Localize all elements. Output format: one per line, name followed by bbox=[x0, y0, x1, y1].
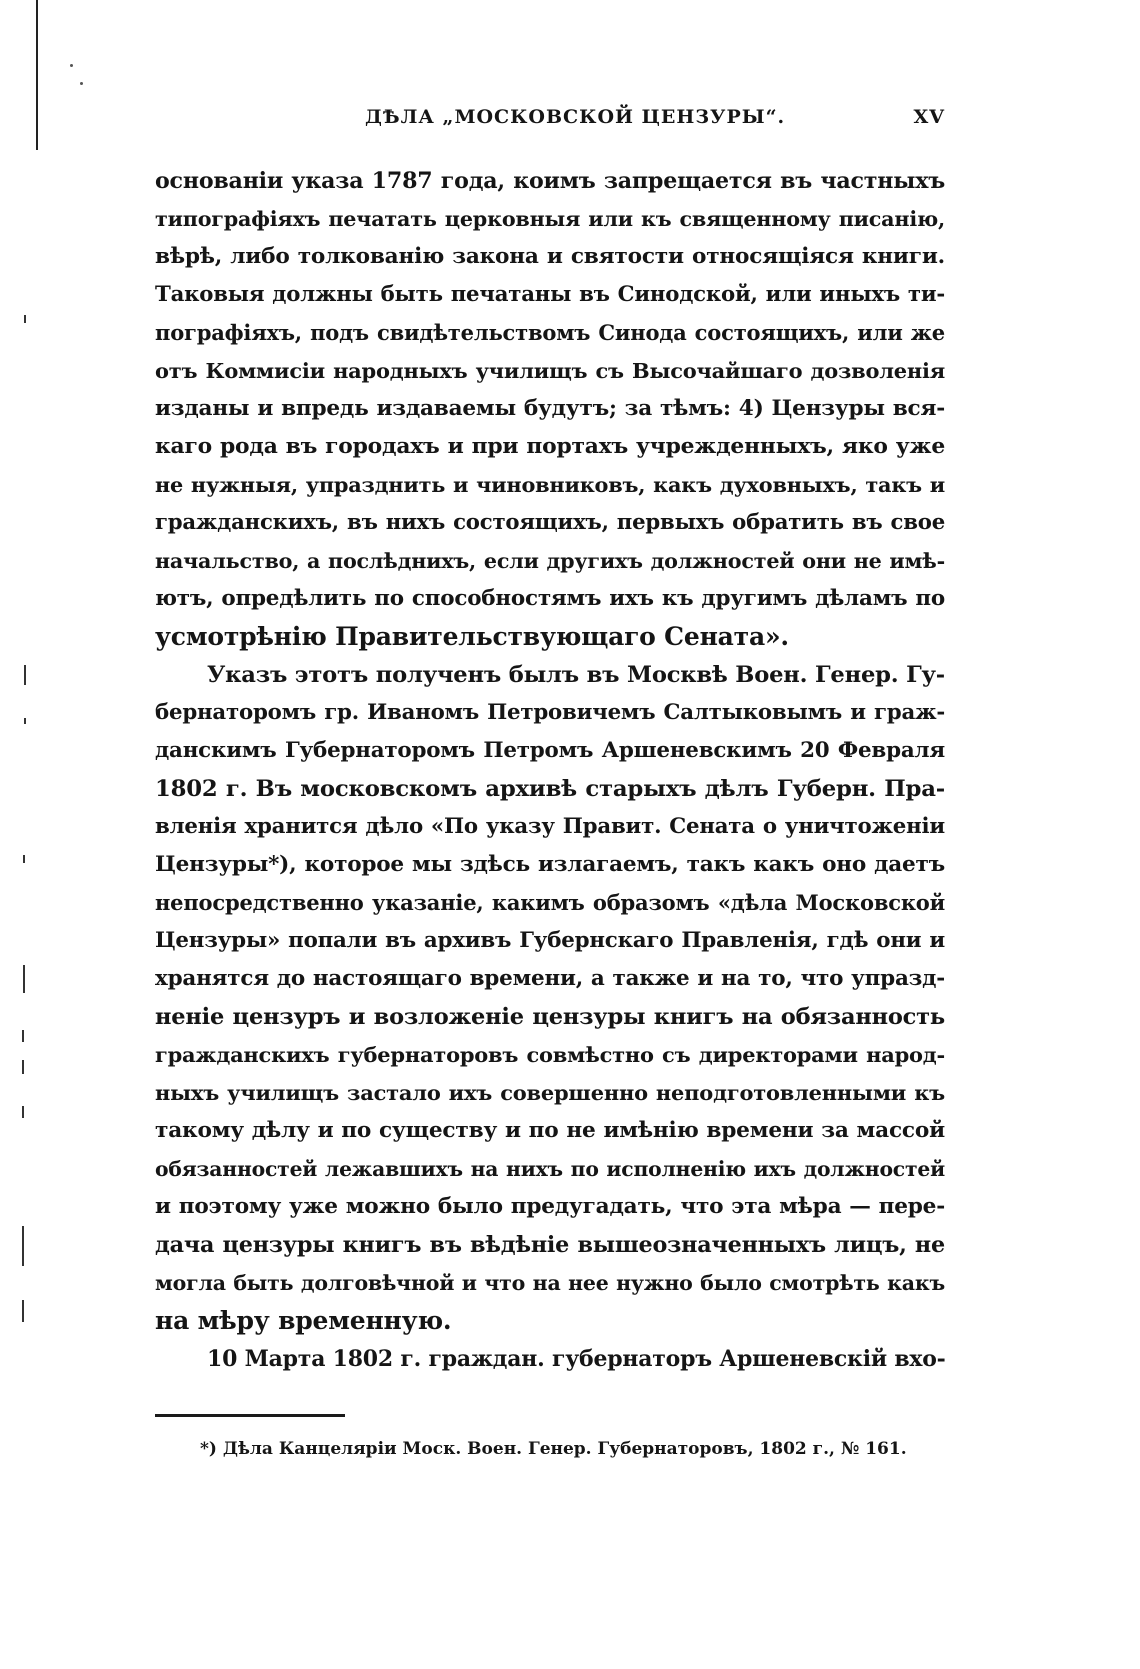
paragraph-3 bbox=[155, 1340, 945, 1378]
paragraph-1 bbox=[155, 162, 945, 656]
text-line: каго рода въ городахъ и при портахъ учрежденныхъ, яко уже bbox=[155, 434, 945, 459]
running-title: ДѢЛА „МОСКОВСКОЙ ЦЕНЗУРЫ“. bbox=[365, 106, 786, 128]
text-line: начальство, а послѣднихъ, если другихъ должностей они не имѣ- bbox=[155, 549, 945, 573]
text-line: неніе цензуръ и возложеніе цензуры книгъ на обязанность bbox=[155, 1004, 945, 1030]
text-line: изданы и впредь издаваемы будутъ; за тѣмъ: 4) Цензуры вся- bbox=[155, 396, 945, 421]
text-line: вѣрѣ, либо толкованію закона и святости относящіяся книги. bbox=[155, 244, 945, 269]
margin-tick bbox=[22, 1030, 24, 1042]
text-line: обязанностей лежавшихъ на нихъ по исполненію ихъ должностей bbox=[155, 1157, 945, 1181]
text-line: Цензуры» попали въ архивъ Губернскаго Правленія, гдѣ они и bbox=[155, 928, 945, 953]
paragraph-2 bbox=[155, 656, 945, 1340]
text-line: гражданскихъ губернаторовъ совмѣстно съ директорами народ- bbox=[155, 1042, 945, 1067]
text-line: 10 Марта 1802 г. граждан. губернаторъ Аршеневскій вхо- bbox=[207, 1346, 946, 1372]
text-line: непосредственно указаніе, какимъ образомъ «дѣла Московской bbox=[155, 890, 945, 915]
margin-tick bbox=[22, 1106, 24, 1118]
page-number: XV bbox=[913, 106, 945, 128]
margin-tick bbox=[24, 718, 26, 724]
text-line: отъ Коммисіи народныхъ училищъ съ Высочайшаго дозволенія bbox=[155, 358, 945, 383]
text-line: пографіяхъ, подъ свидѣтельствомъ Синода состоящихъ, или же bbox=[155, 320, 945, 345]
margin-speck bbox=[70, 64, 73, 67]
text-line: бернаторомъ гр. Иваномъ Петровичемъ Салтыковымъ и граж- bbox=[155, 700, 945, 725]
text-line: данскимъ Губернаторомъ Петромъ Аршеневскимъ 20 Февраля bbox=[155, 738, 945, 763]
binding-edge-line bbox=[36, 0, 38, 150]
text-line: гражданскихъ, въ нихъ состоящихъ, первыхъ обратить въ свое bbox=[155, 510, 945, 535]
body-text bbox=[155, 162, 945, 1378]
margin-tick bbox=[22, 1060, 24, 1074]
text-line: 1802 г. Въ московскомъ архивѣ старыхъ дѣлъ Губерн. Пра- bbox=[155, 776, 945, 802]
text-line: хранятся до настоящаго времени, а также и на то, что упразд- bbox=[155, 966, 945, 991]
margin-tick bbox=[24, 665, 26, 685]
text-line: типографіяхъ печатать церковныя или къ священному писанію, bbox=[155, 207, 945, 231]
text-line: вленія хранится дѣло «По указу Правит. Сената о уничтоженіи bbox=[155, 814, 945, 839]
running-head bbox=[155, 102, 945, 138]
margin-tick bbox=[23, 965, 25, 993]
margin-tick bbox=[22, 1226, 24, 1266]
margin-tick bbox=[24, 315, 26, 323]
text-line: дача цензуры книгъ въ вѣдѣніе вышеозначенныхъ лицъ, не bbox=[155, 1232, 945, 1258]
text-line: ныхъ училищъ застало ихъ совершенно неподготовленными къ bbox=[155, 1080, 945, 1105]
footnote: *) Дѣла Канцеляріи Моск. Воен. Генер. Губернаторовъ, 1802 г., № 161. bbox=[200, 1439, 907, 1459]
margin-tick bbox=[23, 855, 25, 863]
text-line: могла быть долговѣчной и что на нее нужно было смотрѣть какъ bbox=[155, 1271, 945, 1295]
text-line: не нужныя, упразднить и чиновниковъ, какъ духовныхъ, такъ и bbox=[155, 472, 945, 497]
text-line: ютъ, опредѣлить по способностямъ ихъ къ другимъ дѣламъ по bbox=[155, 586, 945, 611]
margin-tick bbox=[22, 1300, 24, 1322]
margin-speck bbox=[80, 82, 83, 85]
text-line: усмотрѣнію Правительствующаго Сената». bbox=[155, 622, 789, 651]
text-line: такому дѣлу и по существу и по не имѣнію времени за массой bbox=[155, 1118, 945, 1143]
text-line: и поэтому уже можно было предугадать, что эта мѣра — пере- bbox=[155, 1194, 945, 1219]
text-line: Таковыя должны быть печатаны въ Синодской, или иныхъ ти- bbox=[155, 282, 945, 307]
text-line: на мѣру временную. bbox=[155, 1306, 452, 1335]
text-line: основаніи указа 1787 года, коимъ запрещается въ частныхъ bbox=[155, 168, 945, 194]
footnote-rule bbox=[155, 1414, 345, 1417]
text-line: Указъ этотъ полученъ былъ въ Москвѣ Воен. Генер. Гу- bbox=[207, 662, 945, 688]
text-line: Цензуры*), которое мы здѣсь излагаемъ, такъ какъ оно даетъ bbox=[155, 852, 945, 877]
